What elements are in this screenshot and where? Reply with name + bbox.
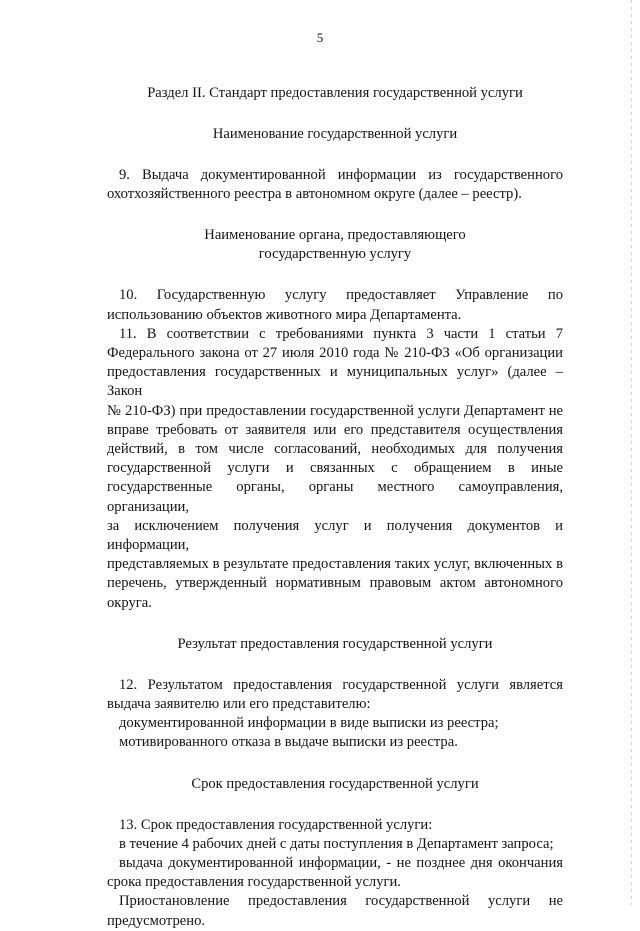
heading-agency xyxy=(107,226,563,264)
p11-line: вправе требовать от заявителя или его представителя осуществления xyxy=(107,421,563,438)
p11-line: перечень, утвержденный нормативным правовым актом автономного xyxy=(107,575,563,592)
heading-agency-line: государственную услугу xyxy=(258,246,412,263)
paragraph-11 xyxy=(107,325,563,613)
p12-line: выдача заявителю или его представителю: xyxy=(107,696,371,713)
p11-line: округа. xyxy=(107,594,152,611)
p9-line: 9. Выдача документированной информации из государственного xyxy=(119,167,563,183)
p11-line: за исключением получения услуг и получения документов и информации, xyxy=(107,517,563,554)
p11-line: представляемых в результате предоставления таких услуг, включенных в xyxy=(107,556,563,573)
p13-suspend-line: Приостановление предоставления государственной услуги не xyxy=(119,893,563,910)
p12-line: 12. Результатом предоставления государственной услуги является xyxy=(119,676,563,693)
p11-line: государственные органы, органы местного самоуправления, организации, xyxy=(107,479,563,515)
p13-item-line: срока предоставления государственной услуги. xyxy=(107,874,401,891)
paragraph-12 xyxy=(107,676,563,753)
page-number: 5 xyxy=(316,30,324,45)
p11-line: № 210-ФЗ) при предоставлении государственной услуги Департамент не xyxy=(107,402,563,419)
p11-line: 11. В соответствии с требованиями пункта 3 части 1 статьи 7 xyxy=(119,325,563,342)
section-title: Раздел II. Стандарт предоставления государственной услуги xyxy=(147,85,523,101)
p9-line: охотхозяйственного реестра в автономном округе (далее – реестр). xyxy=(107,186,522,203)
heading-result: Результат предоставления государственной услуги xyxy=(177,635,493,652)
p13-item: в течение 4 рабочих дней с даты поступления в Департамент запроса; xyxy=(119,835,554,852)
paragraph-10 xyxy=(107,286,563,324)
p11-line: действий, в том числе согласований, необходимых для получения xyxy=(107,441,563,458)
p13-intro: 13. Срок предоставления государственной услуги: xyxy=(119,816,433,833)
paragraph-13 xyxy=(107,816,563,931)
scan-edge-artifact xyxy=(631,0,632,905)
heading-agency-line: Наименование органа, предоставляющего xyxy=(204,227,466,244)
paragraph-9 xyxy=(107,166,563,204)
p11-line: предоставления государственных и муниципальных услуг» (далее – Закон xyxy=(107,364,563,400)
heading-term: Срок предоставления государственной услуги xyxy=(191,775,479,792)
document-body xyxy=(107,84,563,931)
heading-service-name: Наименование государственной услуги xyxy=(212,126,458,142)
p13-suspend-line: предусмотрено. xyxy=(107,912,206,929)
p12-item: документированной информации в виде выписки из реестра; xyxy=(119,715,499,732)
p10-line: использованию объектов животного мира Департамента. xyxy=(107,306,462,323)
p11-line: государственной услуги и связанных с обращением в иные xyxy=(107,460,563,477)
p12-item: мотивированного отказа в выдаче выписки из реестра. xyxy=(119,734,458,751)
p11-line: Федерального закона от 27 июля 2010 года № 210-ФЗ «Об организации xyxy=(107,345,563,362)
p10-line: 10. Государственную услугу предоставляет Управление по xyxy=(119,287,563,304)
p13-item-line: выдача документированной информации, - не позднее дня окончания xyxy=(119,855,563,872)
